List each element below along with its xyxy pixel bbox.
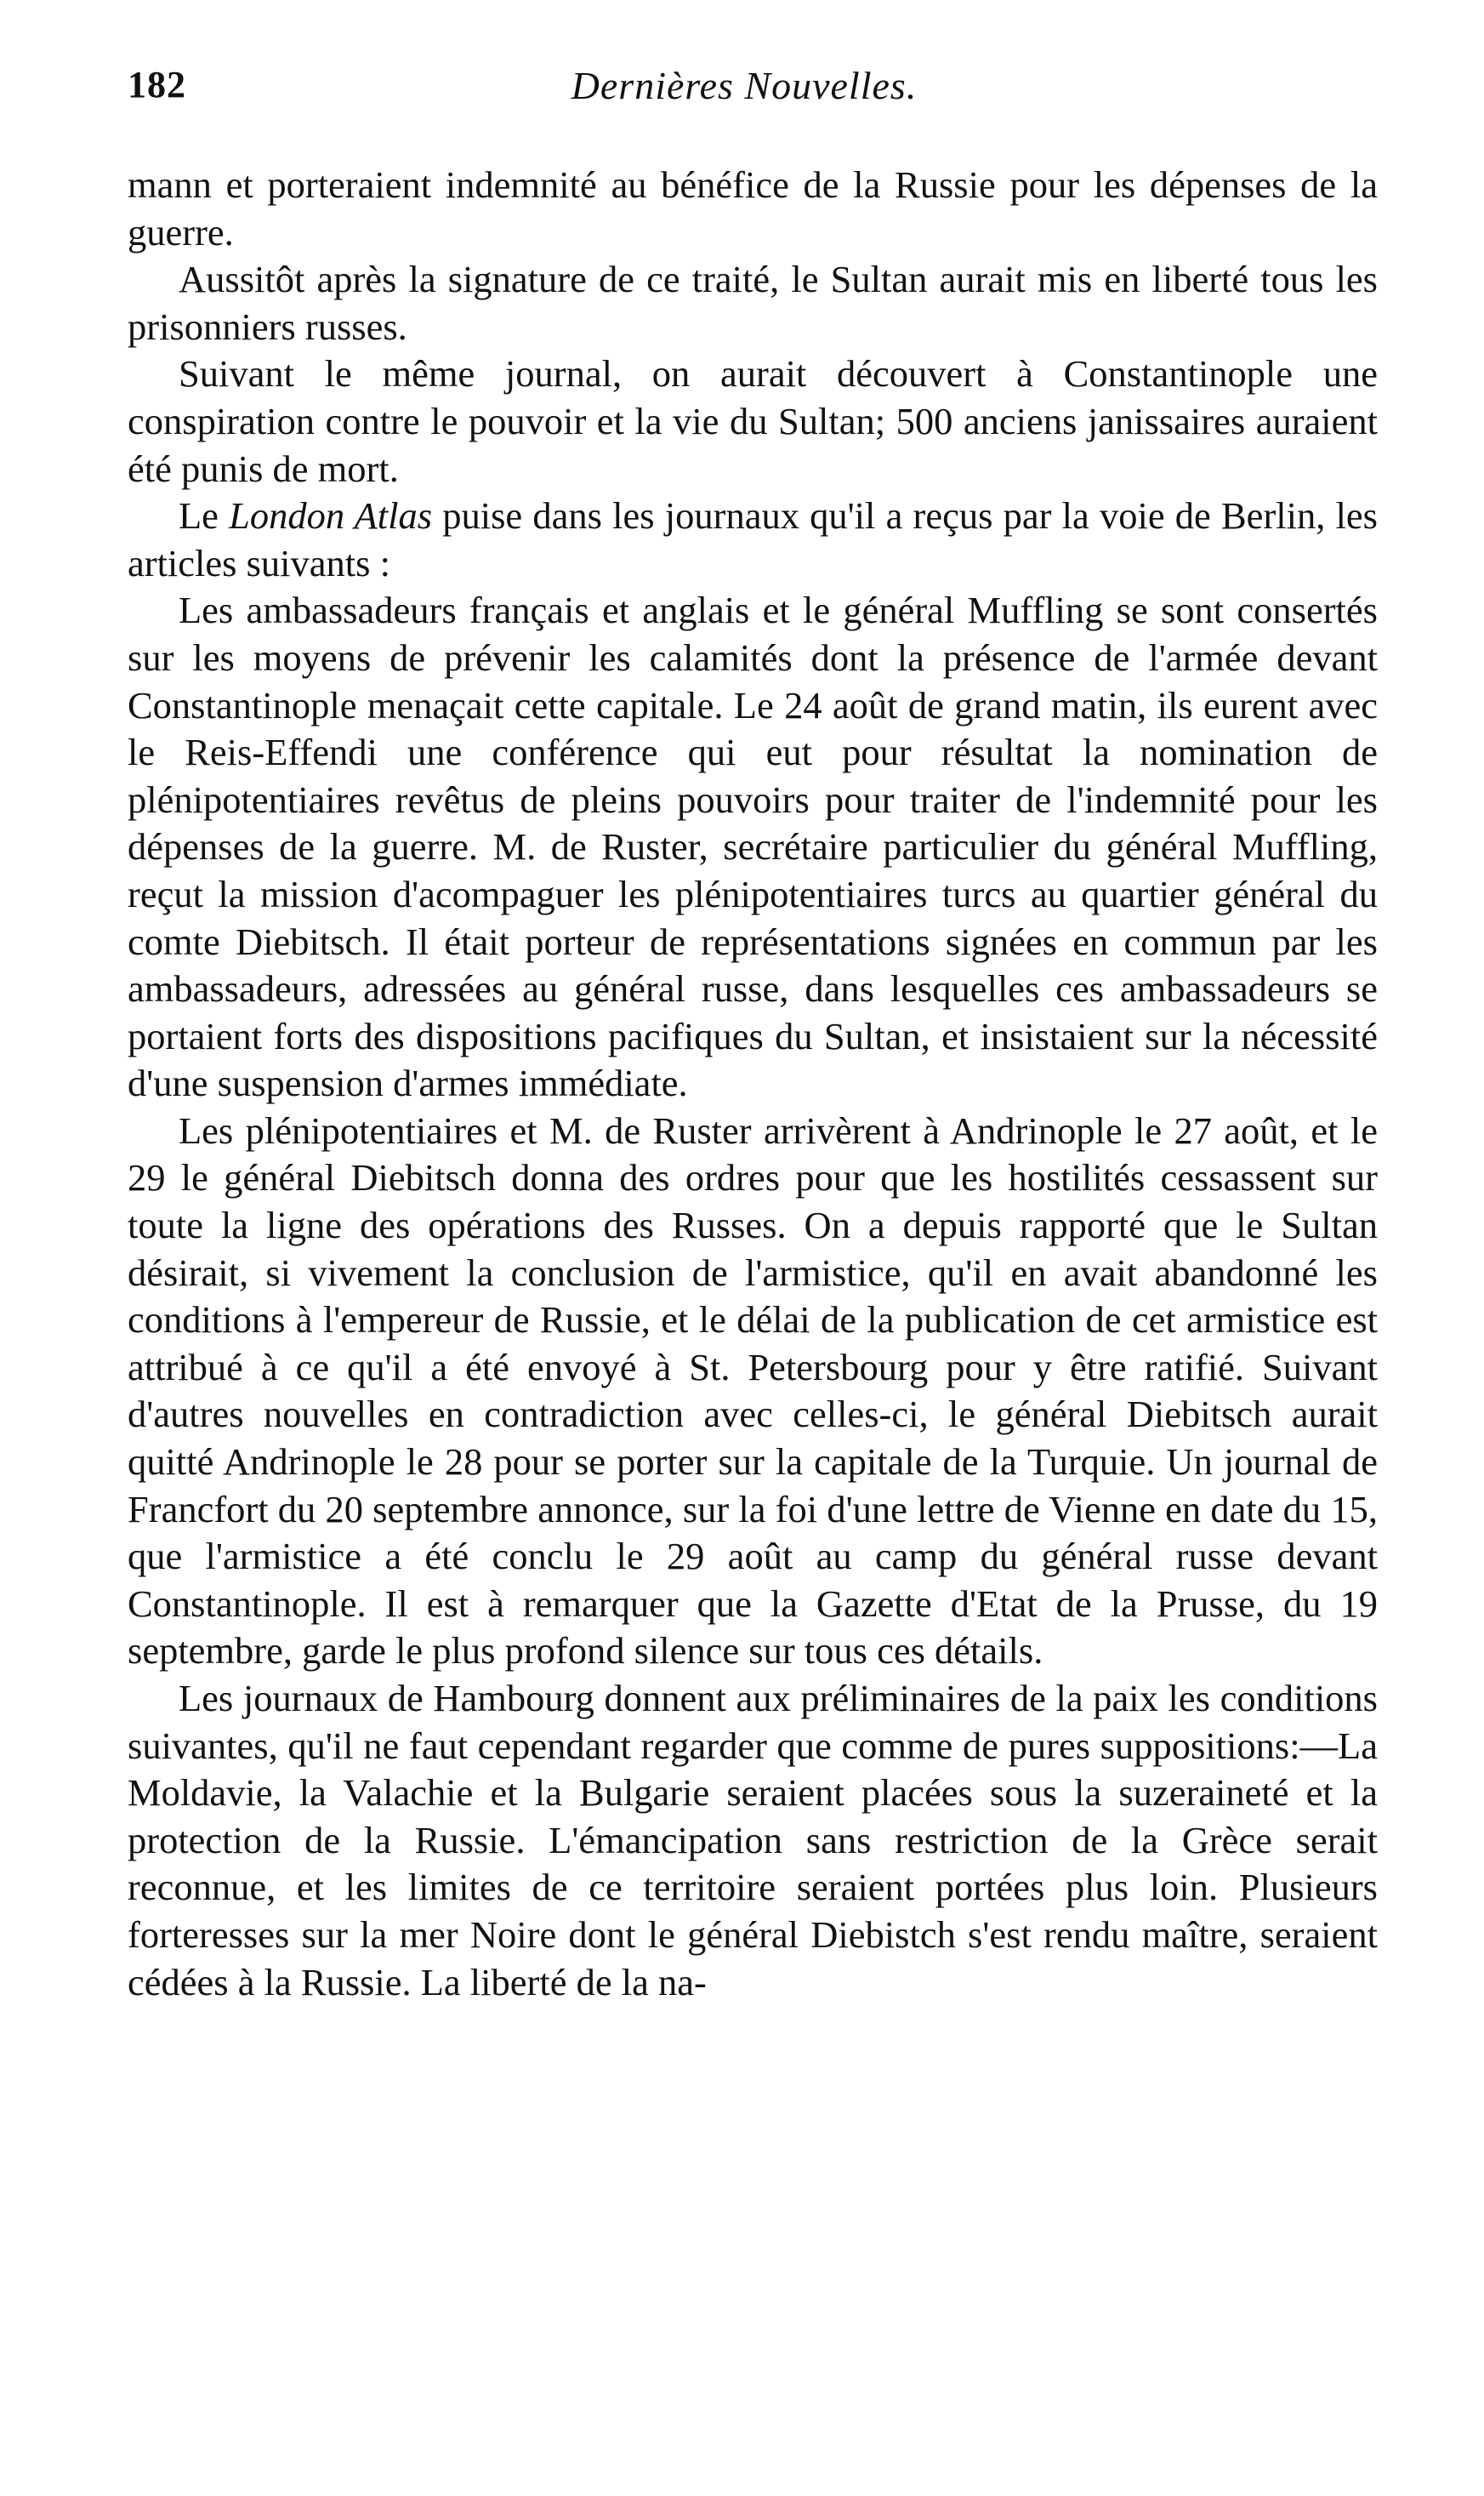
page-number: 182 xyxy=(128,64,186,105)
page-header xyxy=(128,63,1361,131)
paragraph-4 xyxy=(128,493,1378,587)
paragraph-3: Suivant le même journal, on aurait découvert à Constantinople une conspiration contre le pouvoir et la vie du Sultan; 500 anciens janissaires auraient été punis de mort. xyxy=(128,352,1378,490)
paragraph-4-lead: Le xyxy=(179,494,230,538)
body-text xyxy=(128,162,1378,2006)
paragraph-4-rest: puise dans les journaux qu'il a reçus par la voie de Berlin, les articles suivants : xyxy=(128,494,1378,584)
paragraph-5: Les ambassadeurs français et anglais et le général Muffling se sont consertés sur les moyens de prévenir les calamités dont la présence de l'armée devant Constantinople menaçait cette capitale. Le 24 août de grand matin, ils eurent avec le Reis-Effendi une conférence qui eut pour résultat la nomination de plénipotentiaires revêtus de pleins pouvoirs pour traiter de l'indemnité pour les dépenses de la guerre. M. de Ruster, secrétaire particulier du général Muffling, reçut la mission d'acompaguer les plénipotentiaires turcs au quartier général du comte Diebitsch. Il était porteur de représentations signées en commun par les ambassadeurs, adressées au général russe, dans lesquelles ces ambassadeurs se portaient forts des dispositions pacifiques du Sultan, et insistaient sur la nécessité d'une suspension d'armes immédiate. xyxy=(128,589,1378,1105)
running-title: Dernières Nouvelles. xyxy=(571,64,918,107)
paragraph-7: Les journaux de Hambourg donnent aux préliminaires de la paix les conditions suivantes, qu'il ne faut cependant regarder que comme de pures suppositions:—La Moldavie, la Valachie et la Bulgarie seraient placées sous la suzeraineté et la protection de la Russie. L'émancipation sans restriction de la Grèce serait reconnue, et les limites de ce territoire seraient portées plus loin. Plusieurs forteresses sur la mer Noire dont le général Diebistch s'est rendu maître, seraient cédées à la Russie. La liberté de la na- xyxy=(128,1677,1378,2003)
paragraph-6: Les plénipotentiaires et M. de Ruster arrivèrent à Andrinople le 27 août, et le 29 le général Diebitsch donna des ordres pour que les hostilités cessassent sur toute la ligne des opérations des Russes. On a depuis rapporté que le Sultan désirait, si vivement la conclusion de l'armistice, qu'il en avait abandonné les conditions à l'empereur de Russie, et le délai de la publication de cet armistice est attribué à ce qu'il a été envoyé à St. Petersbourg pour y être ratifié. Suivant d'autres nouvelles en contradiction avec celles-ci, le général Diebitsch aurait quitté Andrinople le 28 pour se porter sur la capitale de la Turquie. Un journal de Francfort du 20 septembre annonce, sur la foi d'une lettre de Vienne en date du 15, que l'armistice a été conclu le 29 août au camp du général russe devant Constantinople. Il est à remarquer que la Gazette d'Etat de la Prusse, du 19 septembre, garde le plus profond silence sur tous ces détails. xyxy=(128,1108,1378,1673)
paragraph-2: Aussitôt après la signature de ce traité, le Sultan aurait mis en liberté tous les prisonniers russes. xyxy=(128,258,1378,348)
newspaper-title: London Atlas xyxy=(229,494,433,538)
paragraph-1: mann et porteraient indemnité au bénéfice de la Russie pour les dépenses de la guerre. xyxy=(128,163,1378,254)
